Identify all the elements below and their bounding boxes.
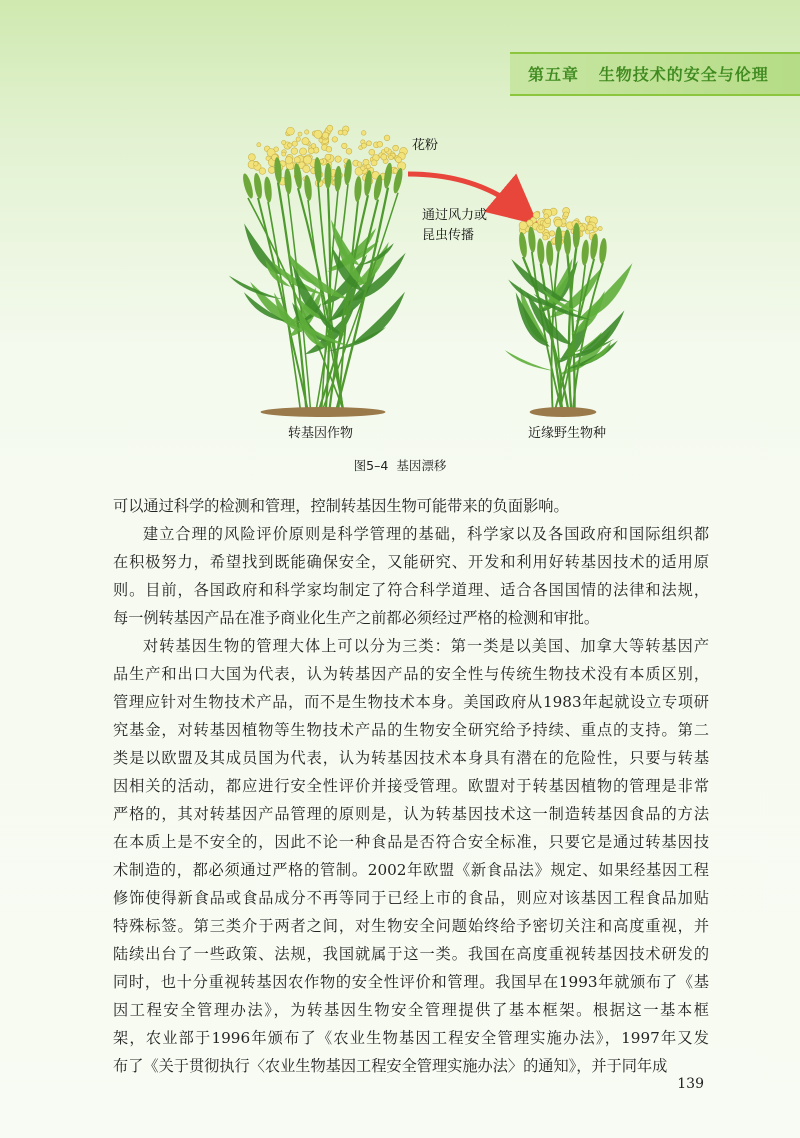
grain-ear — [284, 168, 293, 194]
pollen-grain — [254, 162, 258, 166]
chapter-number: 第五章 — [528, 65, 580, 84]
grain-ear — [354, 176, 362, 202]
pollen-grain — [303, 165, 310, 172]
text-line: 术制造的，都必须通过严格的管制。2002年欧盟《新食品法》规定、如果经基因工程 — [113, 861, 709, 879]
text-line: 特殊标签。第三类介于两者之间，对生物安全问题始终给予密切关注和高度重视，并 — [113, 917, 709, 935]
gene-flow-illustration — [208, 112, 640, 452]
pollen-grain — [381, 154, 387, 160]
pollen-grain — [369, 149, 375, 155]
body-text — [113, 492, 709, 1080]
grain-ear — [581, 239, 590, 265]
text-line: 究基金，对转基因植物等生物技术产品的生物安全研究给予持续、重点的支持。第二 — [113, 721, 709, 739]
pollen-grain — [579, 226, 584, 231]
chapter-header — [510, 52, 800, 96]
pollen-grain — [311, 144, 316, 149]
text-line: 建立合理的风险评价原则是科学管理的基础，科学家以及各国政府和国际组织都 — [143, 525, 709, 543]
grain-ear — [518, 231, 528, 258]
text-line: 在本质上是不安全的，因此不论一种食品是否符合安全标准，只要它是通过转基因技 — [113, 833, 709, 851]
pollen-grain — [549, 231, 554, 236]
grain-ear — [564, 229, 572, 255]
pollen-grain — [384, 135, 390, 141]
paragraph — [113, 632, 709, 1080]
spread-label-line-2: 昆虫传播 — [422, 228, 475, 243]
text-line: 每一例转基因产品在准予商业化生产之前都必须经过严格的检测和审批。 — [113, 609, 599, 627]
pollen-grain — [282, 140, 286, 144]
text-line: 因工程安全管理办法》，为转基因生物安全管理提供了基本框架。根据这一基本框 — [113, 1001, 709, 1019]
wild-relative-plant — [505, 223, 633, 417]
pollen-grain — [533, 212, 540, 219]
text-line: 架，农业部于1996年颁布了《农业生物基因工程安全管理实施办法》，1997年又发 — [113, 1029, 709, 1047]
pollen-grain — [325, 154, 331, 160]
pollen-label: 花粉 — [412, 138, 439, 153]
grain-ear — [253, 173, 264, 200]
pollen-grain — [598, 226, 602, 230]
pollen-grain — [371, 160, 377, 166]
pollen-grain — [384, 147, 389, 152]
text-line: 陆续出台了一些政策、法规，我国就属于这一类。我国在高度重视转基因技术研发的 — [113, 945, 709, 963]
pollen-grain — [248, 154, 255, 161]
pollen-grain — [554, 219, 562, 227]
grain-ear — [555, 226, 562, 252]
pollen-grain — [361, 131, 366, 136]
chapter-title: 生物技术的安全与伦理 — [598, 65, 769, 84]
pollen-grain — [396, 157, 402, 163]
figure-number: 图5–4 — [353, 458, 389, 473]
pollen-grain — [366, 164, 370, 168]
pollen-grain — [377, 141, 383, 147]
pollen-grain — [291, 148, 298, 155]
pollen-grain — [519, 221, 527, 229]
paragraph — [113, 520, 709, 632]
text-line: 修饰使得新食品或食品成分不再等同于已经上市的食品，则应对该基因工程食品加贴 — [113, 889, 709, 907]
pollen-grain — [361, 143, 366, 148]
pollen-grain — [357, 162, 362, 167]
pollen-grain — [287, 127, 295, 135]
pollen-grain — [332, 137, 338, 143]
pollen-grain — [319, 138, 323, 142]
pollen-grain — [259, 168, 266, 175]
pollen-grain — [326, 146, 332, 152]
pollen-grain — [257, 143, 261, 147]
text-line: 对转基因生物的管理大体上可以分为三类：第一类是以美国、加拿大等转基因产 — [143, 637, 709, 655]
text-line: 严格的，其对转基因产品管理的原则是，认为转基因技术这一制造转基因食品的方法 — [113, 805, 709, 823]
pollen-grain — [282, 152, 286, 156]
grain-ear — [324, 163, 331, 189]
grain-ear — [241, 173, 255, 200]
text-line: 则。目前，各国政府和科学家均制定了符合科学道理、适合各国国情的法律和法规， — [113, 581, 709, 599]
pollen-grain — [268, 167, 275, 174]
paragraph — [113, 492, 709, 520]
text-line: 管理应针对生物技术产品，而不是生物技术本身。美国政府从1983年起就设立专项研 — [113, 693, 709, 711]
pollen-grain — [298, 132, 302, 136]
text-line: 品生产和出口大国为代表，认为转基因产品的安全性与传统生物技术没有本质区别， — [113, 665, 709, 683]
text-line: 在积极努力，希望找到既能确保安全，又能研究、开发和利用好转基因技术的适用原 — [113, 553, 709, 571]
grain-ear — [263, 176, 272, 203]
pollen-grain — [544, 214, 549, 219]
pollen-grain — [587, 224, 593, 230]
pollen-grain — [322, 132, 328, 138]
pollen-grain — [543, 235, 548, 240]
page-number: 139 — [677, 1076, 704, 1092]
pollen-grain — [294, 157, 300, 163]
pollen-grain — [366, 141, 371, 146]
pollen-grain — [285, 157, 292, 164]
text-line: 因相关的活动，都应进行安全性评价并接受管理。欧盟对于转基因植物的管理是非常 — [113, 777, 709, 795]
pollen-grain — [308, 148, 314, 154]
figure-title: 基因漂移 — [396, 458, 447, 473]
spread-label-line-1: 通过风力或 — [422, 208, 488, 223]
pollen-grain — [338, 130, 343, 135]
pollen-grain — [296, 137, 300, 141]
pollen-grain — [288, 143, 292, 147]
pollen-grain — [393, 145, 399, 151]
pollen-grain — [539, 226, 543, 230]
transgenic-crop-plant — [229, 157, 406, 417]
gene-flow-figure — [208, 112, 640, 452]
pollen-grain — [389, 155, 393, 159]
text-line: 同时，也十分重视转基因农作物的安全性评价和管理。我国早在1993年就颁布了《基 — [113, 973, 709, 991]
pollen-grain — [305, 130, 309, 134]
pollen-grain — [335, 156, 341, 162]
soil-patch — [530, 407, 597, 417]
pollen-grain — [303, 156, 311, 164]
text-line: 类是以欧盟及其成员国为代表，认为转基因技术本身具有潜在的危险性，只要与转基 — [113, 749, 709, 767]
text-line: 可以通过科学的检测和管理，控制转基因生物可能带来的负面影响。 — [113, 497, 569, 515]
chapter-header-label — [528, 62, 769, 85]
pollen-grain — [342, 143, 348, 149]
transgenic-crop-label: 转基因作物 — [288, 426, 354, 441]
pollen-grain — [302, 138, 309, 145]
pollen-grain — [314, 130, 322, 138]
pollen-grain — [593, 227, 598, 232]
pollen-grain — [346, 148, 352, 154]
pollen-grain — [564, 212, 569, 217]
pollen-grain — [361, 166, 365, 170]
text-line: 布了《关于贯彻执行〈农业生物基因工程安全管理实施办法〉的通知》，并于同年成 — [113, 1057, 668, 1075]
plant-leaf — [505, 350, 554, 371]
soil-patch — [261, 407, 386, 417]
figure-caption — [0, 456, 800, 474]
pollen-grain — [299, 148, 306, 155]
grain-ear — [536, 238, 545, 264]
pollen-grain — [292, 141, 297, 146]
grain-ear — [598, 238, 607, 265]
pollen-grain — [327, 125, 333, 131]
wild-relative-label: 近缘野生物种 — [528, 426, 607, 441]
